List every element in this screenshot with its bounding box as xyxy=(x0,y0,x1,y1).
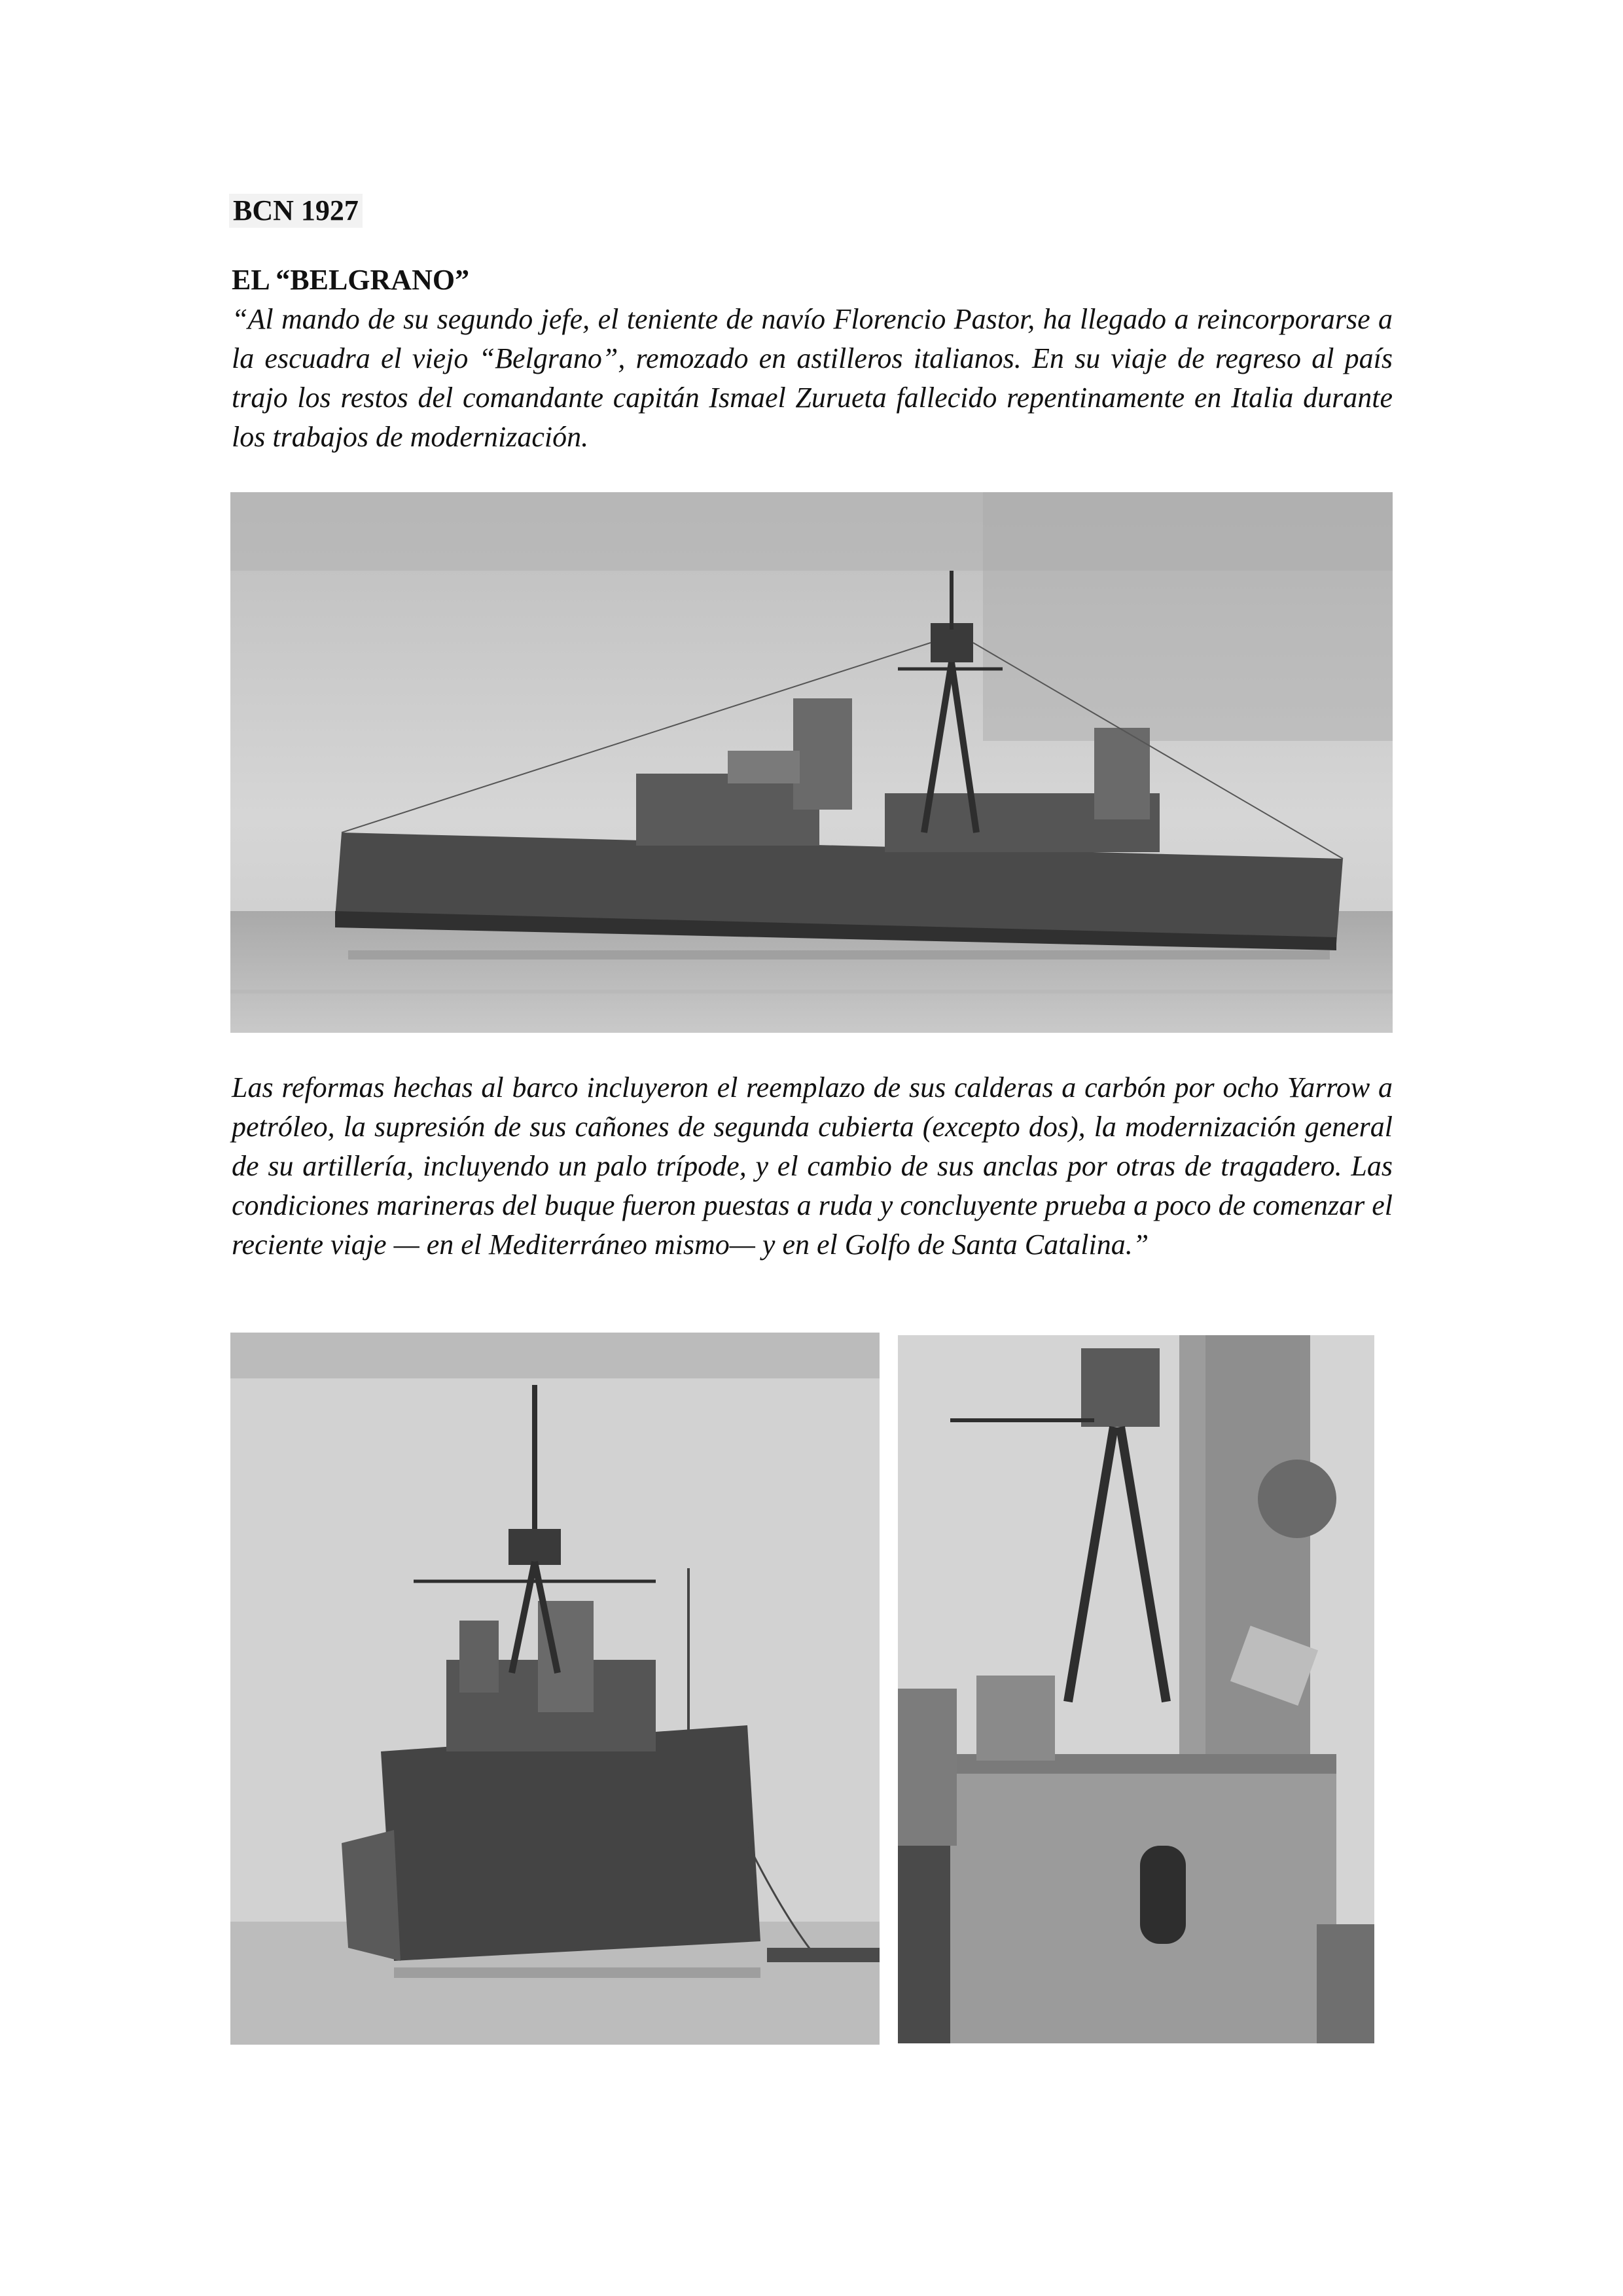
article-paragraph-1: “Al mando de su segundo jefe, el teniente de navío Florencio Pastor, ha llegado a reincorporarse a la escuadra el viejo “Belgrano”, remozado en astilleros italianos. En su viaje de regreso al país trajo los restos del comandante capitán Ismael Zurueta fallecido repentinamente en Italia durante los trabajos de modernización. xyxy=(232,303,1393,453)
ship-bow-view-image xyxy=(230,1333,880,2045)
photo-ship-deck-detail xyxy=(898,1335,1374,2043)
ship-deck-detail-image xyxy=(898,1335,1374,2043)
photo-ship-side-view xyxy=(230,492,1393,1033)
photo-ship-bow-view xyxy=(230,1333,880,2045)
document-label: BCN 1927 xyxy=(229,194,363,228)
ship-side-view-image xyxy=(230,492,1393,1033)
article-paragraph-2: Las reformas hechas al barco incluyeron el reemplazo de sus calderas a carbón por ocho Yarrow a petróleo, la supresión de sus cañones de segunda cubierta (excepto dos), la modernización general de su artillería, incluyendo un palo trípode, y el cambio de sus anclas por otras de tragadero. Las condiciones marineras del buque fueron puestas a ruda y concluyente prueba a poco de comenzar el reciente viaje — en el Mediterráneo mismo— y en el Golfo de Santa Catalina.” xyxy=(232,1071,1393,1261)
article-title: EL “BELGRANO” xyxy=(232,264,470,296)
